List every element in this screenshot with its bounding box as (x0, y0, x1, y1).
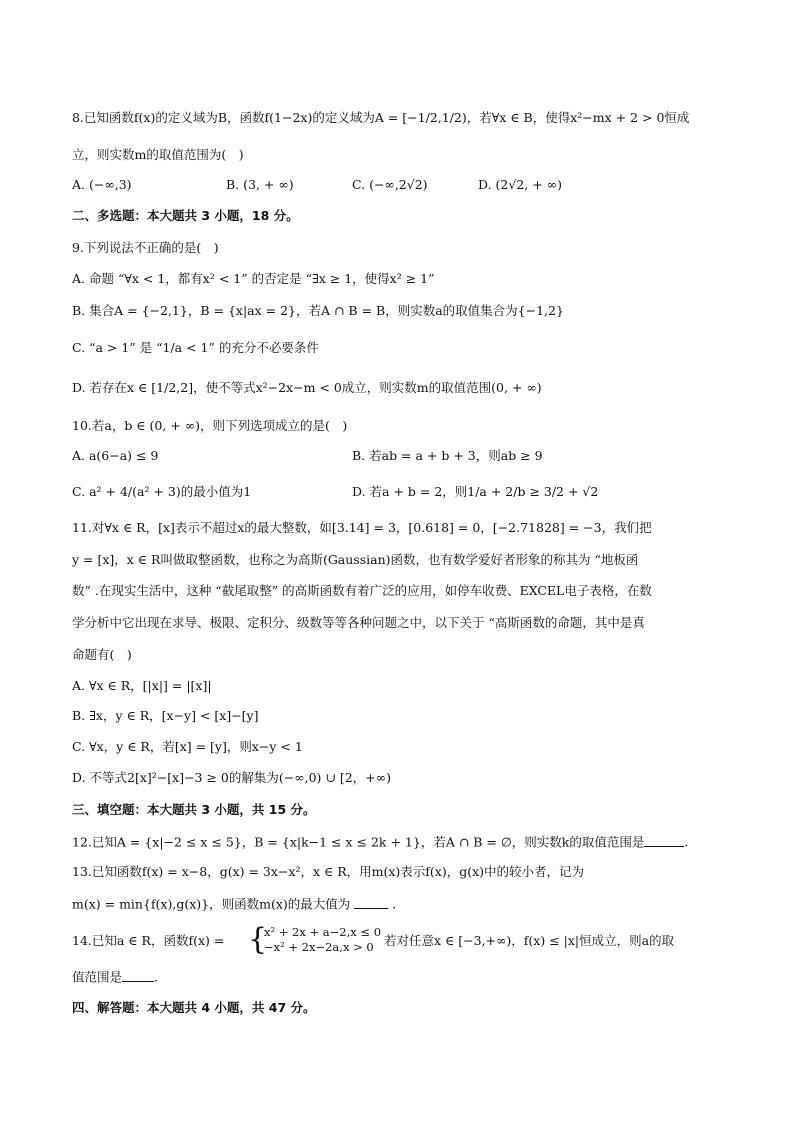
q14-case-2: −x² + 2x−2a,x > 0 (264, 940, 374, 954)
q11-option-d: D. 不等式2[x]²−[x]−3 ≥ 0的解集为(−∞,0) ∪ [2，+∞) (72, 770, 391, 785)
q14-period: . (154, 969, 158, 985)
q14-suffix: 若对任意x ∈ [−3,+∞)，f(x) ≤ |x|恒成立，则a的取 (384, 933, 675, 948)
q14-text: 值范围是 (72, 969, 123, 985)
q12-text: 12.已知A = {x|−2 ≤ x ≤ 5}，B = {x|k−1 ≤ x ≤ 2k + 1}，若A ∩ B = ∅，则实数k的取值范围是 (72, 834, 645, 850)
q8-option-d: D. (2√2, + ∞) (478, 177, 562, 192)
q11-stem-line4: 学分析中它出现在求导、极限、定积分、级数等等各种问题之中，以下关于 “高斯函数的命题，其中是真 (72, 615, 645, 630)
q8-option-c: C. (−∞,2√2) (352, 177, 428, 192)
q8-option-a: A. (−∞,3) (72, 177, 132, 192)
q14-stem-line1 (72, 922, 734, 959)
q9-stem: 9.下列说法不正确的是( ) (72, 240, 219, 255)
q9-option-c: C. “a > 1” 是 “1/a < 1” 的充分不必要条件 (72, 340, 319, 355)
q13-answer-blank (354, 895, 388, 909)
q10-stem: 10.若a，b ∈ (0, + ∞)，则下列选项成立的是( ) (72, 418, 348, 433)
q9-option-a: A. 命题 “∀x < 1，都有x² < 1” 的否定是 “∃x ≥ 1，使得x² ≥ 1” (72, 271, 435, 286)
q11-stem-line1: 11.对∀x ∈ R，[x]表示不超过x的最大整数，如[3.14] = 3，[0.618] = 0，[−2.71828] = −3，我们把 (72, 520, 652, 535)
q13-stem-line1: 13.已知函数f(x) = x−8，g(x) = 3x−x²，x ∈ R，用m(x)表示f(x)，g(x)中的较小者，记为 (72, 864, 585, 879)
q14-left-brace: { (248, 922, 268, 957)
section-4-heading: 四、解答题：本大题共 4 小题，共 47 分。 (72, 1000, 316, 1015)
q10-option-a: A. a(6−a) ≤ 9 (72, 448, 159, 463)
q11-option-a: A. ∀x ∈ R，[|x|] = |[x]| (72, 678, 212, 693)
q8-stem-line2: 立，则实数m的取值范围为( ) (72, 147, 244, 162)
q10-option-c: C. a² + 4/(a² + 3)的最小值为1 (72, 484, 252, 499)
section-3-heading: 三、填空题：本大题共 3 小题，共 15 分。 (72, 802, 316, 817)
q14-prefix: 14.已知a ∈ R，函数f(x) = (72, 933, 225, 948)
q12-period: . (684, 834, 689, 850)
q9-option-d: D. 若存在x ∈ [1/2,2]，使不等式x²−2x−m < 0成立，则实数m的取值范围(0, + ∞) (72, 380, 542, 395)
q9-option-b: B. 集合A = {−2,1}，B = {x|ax = 2}，若A ∩ B = B，则实数a的取值集合为{−1,2} (72, 303, 564, 318)
q10-option-b: B. 若ab = a + b + 3，则ab ≥ 9 (352, 448, 543, 463)
q14-case-1: x² + 2x + a−2,x ≤ 0 (264, 925, 382, 939)
q11-option-b: B. ∃x，y ∈ R，[x−y] < [x]−[y] (72, 708, 259, 723)
q8-option-b: B. (3, + ∞) (226, 177, 294, 192)
section-2-heading: 二、多选题：本大题共 3 小题，18 分。 (72, 208, 299, 223)
q14-answer-blank (122, 968, 154, 982)
q13-stem-line2 (72, 895, 734, 912)
q13-period: . (392, 896, 397, 912)
q11-option-c: C. ∀x，y ∈ R，若[x] = [y]，则x−y < 1 (72, 739, 303, 754)
q12-answer-blank (644, 833, 684, 847)
q10-option-d: D. 若a + b = 2，则1/a + 2/b ≥ 3/2 + √2 (352, 484, 599, 499)
q12-stem (72, 833, 734, 850)
q11-stem-line2: y = [x]，x ∈ R叫做取整函数，也称之为高斯(Gaussian)函数，也有数学爱好者形象的称其为 “地板函 (72, 552, 639, 567)
q11-stem-line5: 命题有( ) (72, 647, 132, 662)
q11-stem-line3: 数” .在现实生活中，这种 “截尾取整” 的高斯函数有着广泛的应用，如停车收费、EXCEL电子表格，在数 (72, 583, 652, 598)
q14-stem-line2 (72, 968, 734, 985)
q13-text: m(x) = min{f(x),g(x)}，则函数m(x)的最大值为 (72, 896, 351, 912)
q8-stem-line1: 8.已知函数f(x)的定义域为B，函数f(1−2x)的定义域为A = [−1/2,1/2)，若∀x ∈ B，使得x²−mx + 2 > 0恒成 (72, 110, 690, 125)
